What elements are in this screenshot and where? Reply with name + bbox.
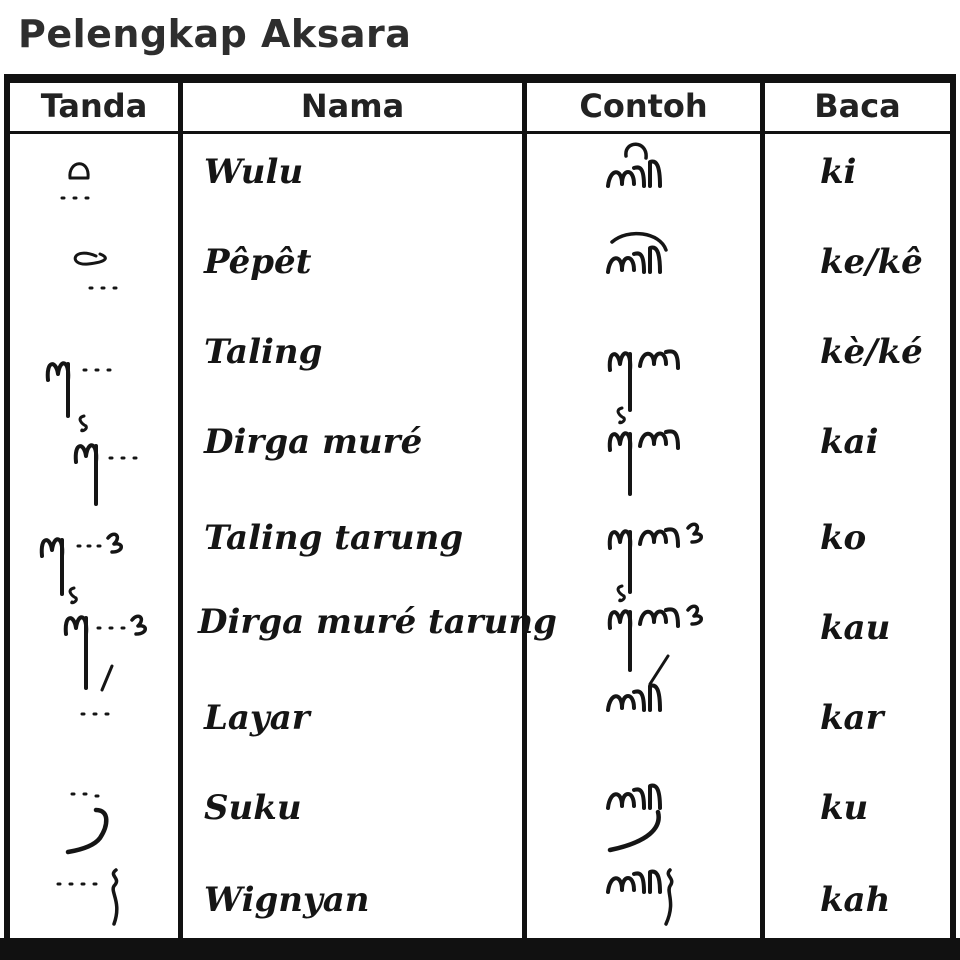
ki-glyph-icon <box>604 138 674 202</box>
table-cell-nama: Taling <box>204 332 323 372</box>
table-cell-nama: Taling tarung <box>204 518 464 558</box>
ke-glyph-icon <box>604 226 674 286</box>
column-divider <box>522 80 527 942</box>
ku-glyph-icon <box>604 774 680 860</box>
table-cell-baca: ko <box>820 518 867 558</box>
table-cell-baca: ku <box>820 788 869 828</box>
layar-sign-icon <box>74 660 134 726</box>
column-divider <box>760 80 765 942</box>
table-cell-baca: kah <box>820 880 891 920</box>
header-divider <box>10 131 950 134</box>
table-cell-nama: Wignyan <box>204 880 370 920</box>
header-contoh: Contoh <box>579 87 708 125</box>
wulu-sign-icon <box>58 152 118 212</box>
header-nama: Nama <box>300 87 405 125</box>
table-cell-nama: Layar <box>204 698 310 738</box>
header-tanda: Tanda <box>40 87 148 125</box>
header-baca: Baca <box>814 87 901 125</box>
ke-taling-glyph-icon <box>604 330 694 414</box>
kah-glyph-icon <box>604 862 684 934</box>
suku-sign-icon <box>60 780 130 860</box>
table-cell-baca: kè/ké <box>820 332 923 372</box>
table-cell-baca: ki <box>820 152 857 192</box>
pepet-sign-icon <box>66 240 130 298</box>
kar-glyph-icon <box>604 652 680 722</box>
table-cell-baca: ke/kê <box>820 242 923 282</box>
table-cell-nama: Pêpêt <box>204 242 312 282</box>
wignyan-sign-icon <box>52 862 138 934</box>
dirga-mure-sign-icon <box>66 410 150 510</box>
table-cell-baca: kau <box>820 608 891 648</box>
table-cell-nama: Dirga muré tarung <box>198 602 557 642</box>
table-cell-baca: kai <box>820 422 879 462</box>
column-divider <box>178 80 183 942</box>
kai-glyph-icon <box>604 404 694 500</box>
table-cell-nama: Dirga muré <box>204 422 423 462</box>
table-cell-nama: Wulu <box>204 152 304 192</box>
table-bottom-border <box>0 938 960 960</box>
table-cell-baca: kar <box>820 698 884 738</box>
page-title: Pelengkap Aksara <box>18 12 412 56</box>
table-cell-nama: Suku <box>204 788 302 828</box>
